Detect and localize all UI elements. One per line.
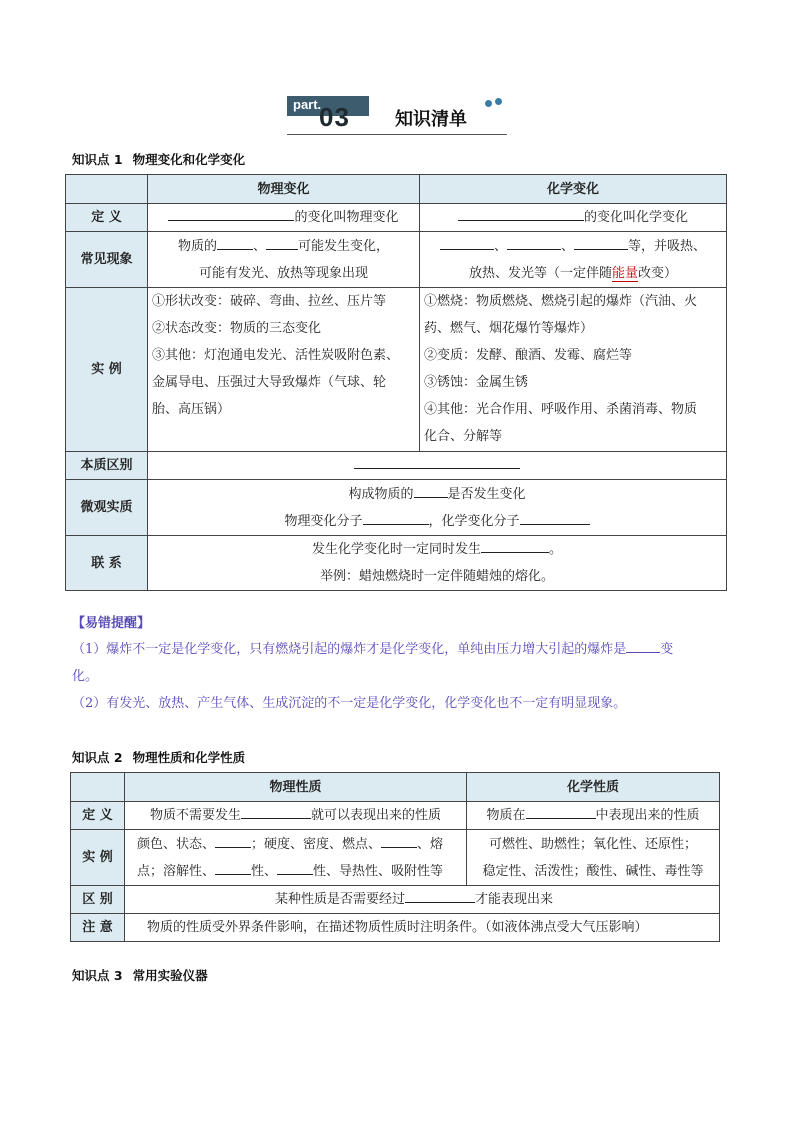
kp2-col-physical: 物理性质	[125, 773, 467, 802]
energy-highlight: 能量	[611, 265, 638, 281]
header-underline	[287, 134, 507, 135]
kp2-row-note-label: 注 意	[71, 914, 125, 942]
kp1-essence-value	[148, 452, 727, 480]
kp1-number: 知识点 1	[72, 152, 123, 167]
warning-item-1: （1）爆炸不一定是化学变化，只有燃烧引起的爆炸才是化学变化，单纯由压力增大引起的爆炸是 变 化。	[72, 636, 727, 690]
kp1-row-examples-label: 实 例	[66, 288, 148, 452]
kp1-heading	[72, 150, 245, 168]
section-title: 知识清单	[395, 109, 467, 130]
kp2-difference-value: 某种性质是否需要经过 才能表现出来	[125, 886, 720, 914]
kp1-phenomena-chemical: 、 、 等，并吸热、 放热、发光等（一定伴随能量改变）	[420, 232, 727, 288]
section-header	[287, 96, 507, 138]
kp1-row-definition-label: 定 义	[66, 204, 148, 232]
warning-item-2: （2）有发光、放热、产生气体、生成沉淀的不一定是化学变化，化学变化也不一定有明显现象。	[72, 696, 627, 711]
kp3-heading	[72, 966, 208, 984]
decorative-dots-icon	[485, 98, 505, 108]
kp1-row-phenomena-label: 常见现象	[66, 232, 148, 288]
kp2-col-chemical: 化学性质	[467, 773, 720, 802]
kp1-col-chemical: 化学变化	[420, 175, 727, 204]
kp3-number: 知识点 3	[72, 968, 123, 983]
kp1-phenomena-physical: 物质的 、 可能发生变化， 可能有发光、放热等现象出现	[148, 232, 420, 288]
kp2-examples-chemical: 可燃性、助燃性；氧化性、还原性； 稳定性、活泼性；酸性、碱性、毒性等	[467, 830, 720, 886]
kp1-examples-physical: ①形状改变：破碎、弯曲、拉丝、压片等 ②状态改变：物质的三态变化 ③其他：灯泡通电发光、活性炭吸附色素、 金属导电、压强过大导致爆炸（气球、轮 胎、高压锅）	[148, 288, 420, 452]
kp1-col-physical: 物理变化	[148, 175, 420, 204]
kp2-row-definition-label: 定 义	[71, 802, 125, 830]
kp1-row-relation-label: 联 系	[66, 536, 148, 591]
kp1-relation-value: 发生化学变化时一定同时发生 。 举例：蜡烛燃烧时一定伴随蜡烛的熔化。	[148, 536, 727, 591]
kp2-title: 物理性质和化学性质	[132, 750, 246, 765]
kp2-note-value: 物质的性质受外界条件影响，在描述物质性质时注明条件。（如液体沸点受大气压影响）	[125, 914, 720, 942]
kp2-examples-physical: 颜色、状态、 ；硬度、密度、燃点、 、熔 点；溶解性、 性、 性、导热性、吸附性等	[125, 830, 467, 886]
kp2-number: 知识点 2	[72, 750, 123, 765]
kp1-definition-chemical: 的变化叫化学变化	[420, 204, 727, 232]
kp1-title: 物理变化和化学变化	[132, 152, 246, 167]
kp2-corner	[71, 773, 125, 802]
kp3-title: 常用实验仪器	[132, 968, 208, 983]
kp1-definition-physical: 的变化叫物理变化	[148, 204, 420, 232]
part-label: part.	[293, 97, 322, 112]
kp1-table	[65, 174, 727, 591]
part-number: 03	[319, 102, 350, 132]
kp2-definition-physical: 物质不需要发生 就可以表现出来的性质	[125, 802, 467, 830]
kp1-examples-chemical: ①燃烧：物质燃烧、燃烧引起的爆炸（汽油、火 药、燃气、烟花爆竹等爆炸） ②变质：发酵、酿酒、发霉、腐烂等 ③锈蚀：金属生锈 ④其他：光合作用、呼吸作用、杀菌消毒、物质 化合、分解等	[420, 288, 727, 452]
kp2-heading	[72, 748, 245, 766]
kp2-row-difference-label: 区 别	[71, 886, 125, 914]
kp1-row-essence-label: 本质区别	[66, 452, 148, 480]
warning-head: 【易错提醒】	[72, 616, 151, 631]
kp1-micro-value: 构成物质的 是否发生变化 物理变化分子 ，化学变化分子	[148, 480, 727, 536]
kp2-definition-chemical: 物质在 中表现出来的性质	[467, 802, 720, 830]
kp1-corner	[66, 175, 148, 204]
kp2-table	[70, 772, 720, 942]
kp1-row-micro-label: 微观实质	[66, 480, 148, 536]
kp2-row-examples-label: 实 例	[71, 830, 125, 886]
